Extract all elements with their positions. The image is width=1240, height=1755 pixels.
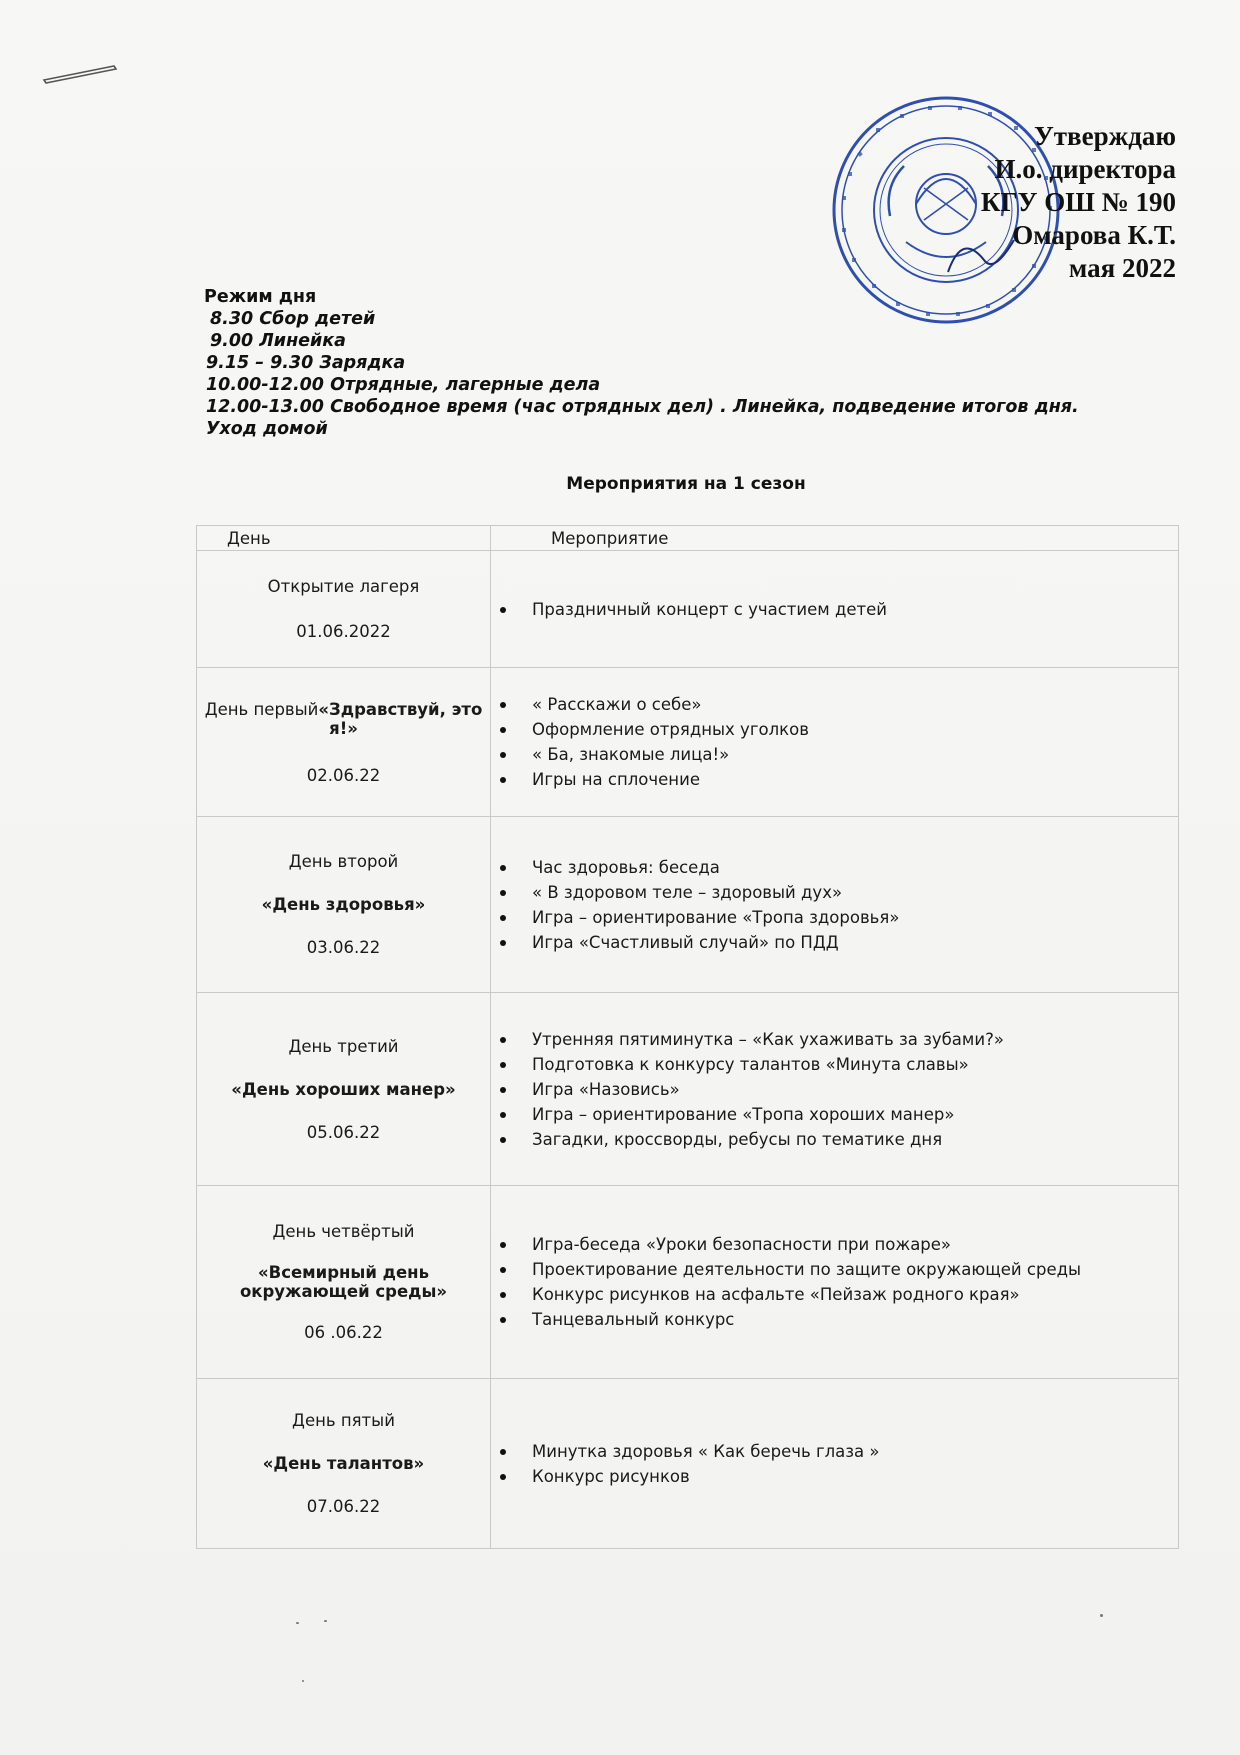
day-theme: «Всемирный день окружающей среды» bbox=[239, 1263, 448, 1301]
day-date: 05.06.22 bbox=[306, 1122, 381, 1142]
list-item: Праздничный концерт с участием детей bbox=[532, 597, 1177, 622]
day-cell bbox=[197, 551, 491, 668]
daily-schedule-title: Режим дня bbox=[204, 287, 317, 307]
day-date: 03.06.22 bbox=[306, 938, 381, 957]
table-row bbox=[197, 668, 1179, 817]
day-theme: «Здравствуй, это я!» bbox=[318, 699, 483, 738]
list-item: Час здоровья: беседа bbox=[532, 855, 1177, 880]
list-item: Игра – ориентирование «Тропа хороших манер» bbox=[532, 1102, 1177, 1127]
list-item: Конкурс рисунков на асфальте «Пейзаж родного края» bbox=[532, 1282, 1177, 1307]
table-row bbox=[197, 1186, 1179, 1379]
column-header-day: День bbox=[197, 526, 491, 551]
approval-line: Утверждаю bbox=[1033, 121, 1176, 151]
list-item: Минутка здоровья « Как беречь глаза » bbox=[532, 1439, 1177, 1464]
list-item: Утренняя пятиминутка – «Как ухаживать за зубами?» bbox=[532, 1027, 1177, 1052]
events-title: Мероприятия на 1 сезон bbox=[566, 474, 806, 494]
day-date: 07.06.22 bbox=[306, 1497, 381, 1516]
list-item: Танцевальный конкурс bbox=[532, 1307, 1177, 1332]
approval-line: КГУ ОШ № 190 bbox=[980, 187, 1176, 217]
list-item: Оформление отрядных уголков bbox=[532, 717, 1177, 742]
schedule-item: 12.00-13.00 Свободное время (час отрядных дел) . Линейка, подведение итогов дня. Уход домой bbox=[206, 397, 1079, 439]
table-row bbox=[197, 817, 1179, 993]
day-label bbox=[203, 700, 484, 738]
activities-cell bbox=[491, 817, 1179, 993]
day-label-text: День первый bbox=[204, 699, 319, 719]
approval-line: Омарова К.Т. bbox=[1012, 220, 1176, 250]
approval-block bbox=[930, 120, 1176, 285]
list-item: Игра «Счастливый случай» по ПДД bbox=[532, 930, 1177, 955]
activities-cell bbox=[491, 551, 1179, 668]
day-cell bbox=[197, 1186, 491, 1379]
list-item: « Ба, знакомые лица!» bbox=[532, 742, 1177, 767]
list-item: Игры на сплочение bbox=[532, 767, 1177, 792]
day-theme: «День талантов» bbox=[262, 1454, 425, 1473]
scan-speck bbox=[1100, 1614, 1103, 1617]
list-item: Конкурс рисунков bbox=[532, 1464, 1177, 1489]
schedule-item: 9.00 Линейка bbox=[210, 331, 346, 351]
activities-cell bbox=[491, 668, 1179, 817]
day-date: 06 .06.22 bbox=[304, 1323, 383, 1342]
pen-stroke-mark bbox=[42, 62, 118, 84]
day-theme: «День здоровья» bbox=[261, 895, 426, 914]
day-theme: «День хороших манер» bbox=[231, 1079, 456, 1099]
day-label: День второй bbox=[288, 852, 399, 871]
day-label: День четвёртый bbox=[272, 1222, 415, 1241]
table-header-row bbox=[197, 526, 1179, 551]
scan-speck bbox=[302, 1680, 304, 1682]
schedule-item: 9.15 – 9.30 Зарядка bbox=[206, 353, 406, 373]
day-label: День пятый bbox=[292, 1411, 395, 1430]
list-item: Проектирование деятельности по защите окружающей среды bbox=[532, 1257, 1177, 1282]
scan-speck bbox=[324, 1620, 327, 1622]
events-table bbox=[196, 525, 1179, 1549]
approval-line: мая 2022 bbox=[1068, 253, 1176, 283]
list-item: Игра-беседа «Уроки безопасности при пожаре» bbox=[532, 1232, 1177, 1257]
daily-schedule bbox=[196, 286, 1126, 440]
table-row bbox=[197, 551, 1179, 668]
schedule-item: 8.30 Сбор детей bbox=[210, 309, 376, 329]
day-cell bbox=[197, 817, 491, 993]
list-item: Загадки, кроссворды, ребусы по тематике дня bbox=[532, 1127, 1177, 1152]
table-row bbox=[197, 993, 1179, 1186]
day-cell bbox=[197, 993, 491, 1186]
scan-speck bbox=[296, 1622, 299, 1624]
list-item: « Расскажи о себе» bbox=[532, 692, 1177, 717]
list-item: « В здоровом теле – здоровый дух» bbox=[532, 880, 1177, 905]
day-label: День третий bbox=[288, 1036, 399, 1056]
activities-cell bbox=[491, 1379, 1179, 1549]
day-cell bbox=[197, 1379, 491, 1549]
approval-line: И.о. директора bbox=[994, 154, 1176, 184]
list-item: Подготовка к конкурсу талантов «Минута славы» bbox=[532, 1052, 1177, 1077]
day-label: Открытие лагеря bbox=[267, 577, 420, 596]
day-date: 01.06.2022 bbox=[296, 622, 391, 641]
day-cell bbox=[197, 668, 491, 817]
column-header-event: Мероприятие bbox=[491, 526, 1179, 551]
day-date: 02.06.22 bbox=[306, 765, 381, 785]
activities-cell bbox=[491, 993, 1179, 1186]
activities-cell bbox=[491, 1186, 1179, 1379]
table-row bbox=[197, 1379, 1179, 1549]
list-item: Игра – ориентирование «Тропа здоровья» bbox=[532, 905, 1177, 930]
list-item: Игра «Назовись» bbox=[532, 1077, 1177, 1102]
schedule-item: 10.00-12.00 Отрядные, лагерные дела bbox=[206, 375, 601, 395]
